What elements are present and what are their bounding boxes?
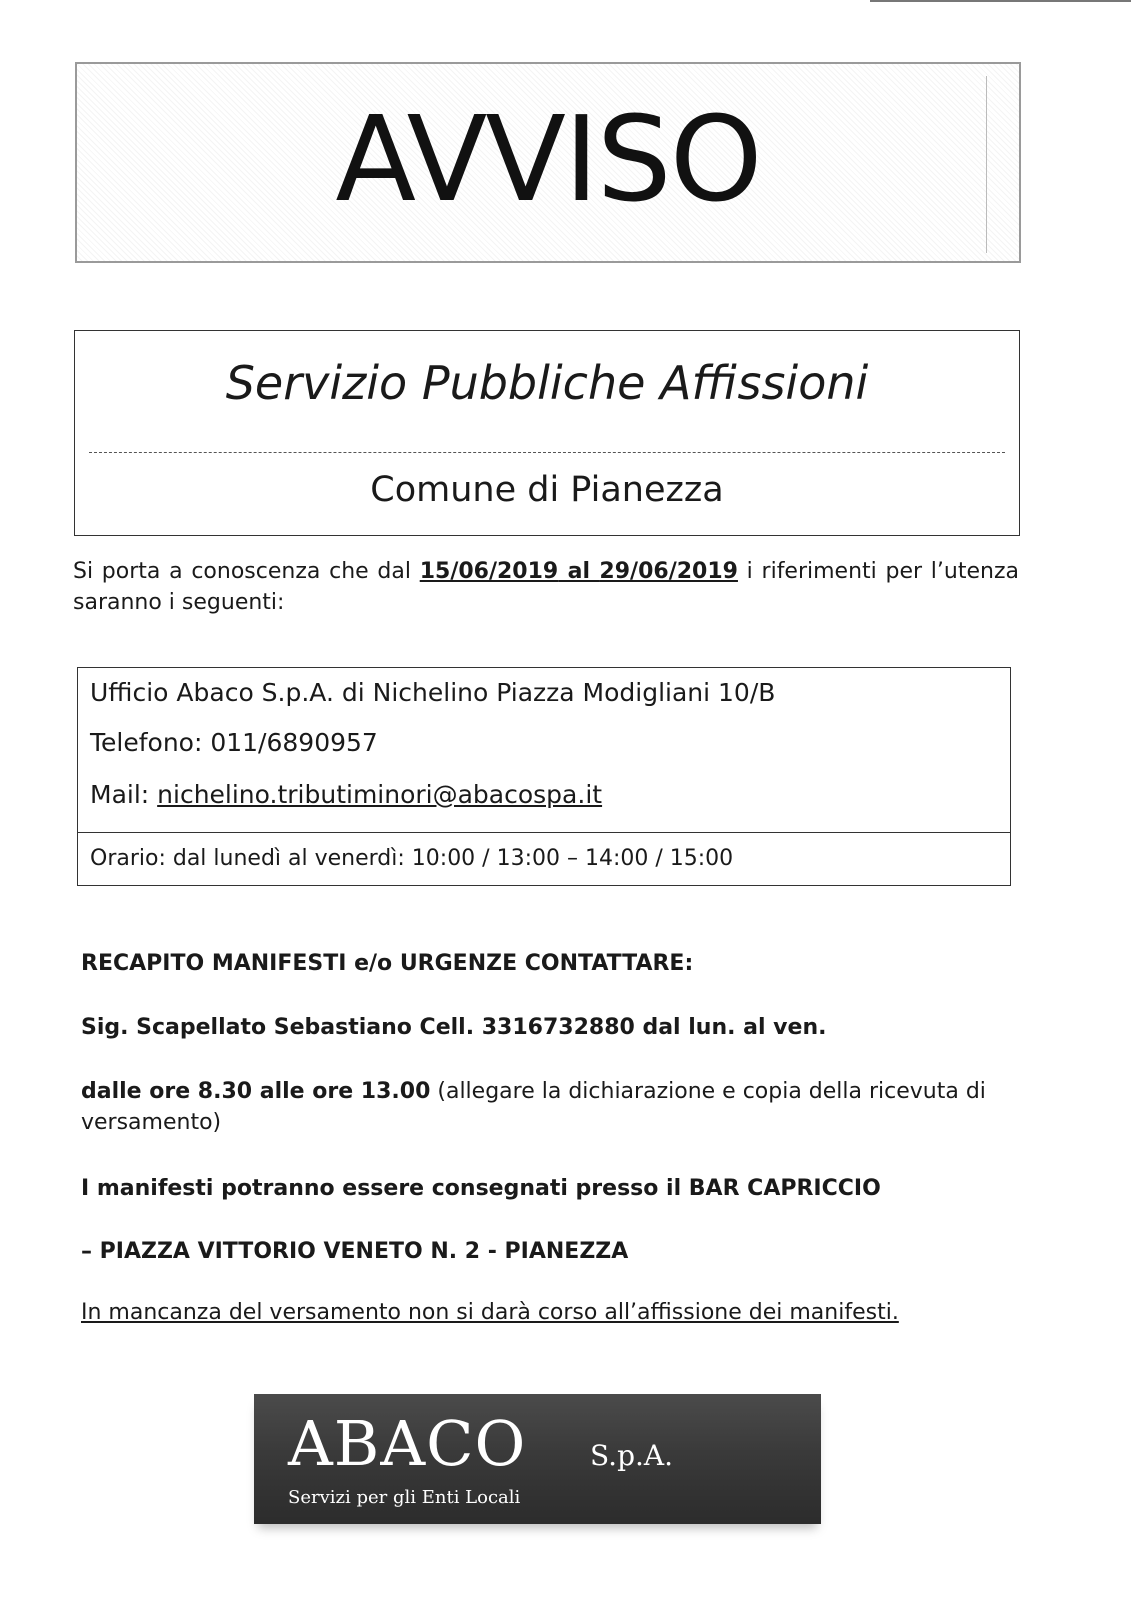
phone-label: Telefono: <box>90 728 211 757</box>
hours-paragraph <box>81 1076 1011 1138</box>
service-box <box>74 330 1020 536</box>
page-title: AVVISO <box>335 90 761 228</box>
dashed-divider <box>89 452 1005 453</box>
date-from: 15/06/2019 <box>419 559 559 584</box>
hours-bold: dalle ore 8.30 alle ore 13.00 <box>81 1079 431 1104</box>
phone-line <box>90 726 378 760</box>
office-hours: Orario: dal lunedì al venerdì: 10:00 / 13:00 – 14:00 / 15:00 <box>90 846 734 871</box>
recapito-heading: RECAPITO MANIFESTI e/o URGENZE CONTATTARE: <box>81 951 694 976</box>
service-subtitle: Comune di Pianezza <box>370 470 724 510</box>
intro-text-after: i riferimenti per l’utenza saranno i seguenti: <box>73 559 1019 615</box>
title-box <box>75 62 1021 263</box>
top-edge-rule <box>870 0 1131 2</box>
logo-name: ABACO <box>288 1407 527 1480</box>
mail-label: Mail: <box>90 780 158 809</box>
date-between: al <box>558 559 600 584</box>
date-to: 29/06/2019 <box>599 559 738 584</box>
hours-rest: (allegare la dichiarazione e copia della ricevuta di versamento) <box>81 1079 986 1135</box>
service-title: Servizio Pubbliche Affissioni <box>225 356 869 410</box>
contact-box <box>77 667 1011 886</box>
contact-divider <box>78 832 1010 833</box>
phone-number: 011/6890957 <box>210 728 378 757</box>
logo-suffix: S.p.A. <box>590 1439 674 1472</box>
delivery-address: – PIAZZA VITTORIO VENETO N. 2 - PIANEZZA <box>81 1239 629 1264</box>
payment-warning: In mancanza del versamento non si darà corso all’affissione dei manifesti. <box>81 1300 899 1325</box>
abaco-logo <box>254 1394 821 1524</box>
logo-tagline: Servizi per gli Enti Locali <box>288 1487 521 1508</box>
contact-person: Sig. Scapellato Sebastiano Cell. 3316732880 dal lun. al ven. <box>81 1015 827 1040</box>
intro-text-before: Si porta a conoscenza che dal <box>73 559 420 584</box>
office-address: Ufficio Abaco S.p.A. di Nichelino Piazza Modigliani 10/B <box>90 678 776 707</box>
mail-line <box>90 778 602 812</box>
intro-paragraph <box>73 556 1019 618</box>
delivery-notice: I manifesti potranno essere consegnati presso il BAR CAPRICCIO <box>81 1176 881 1201</box>
mail-link[interactable]: nichelino.tributiminori@abacospa.it <box>157 780 603 809</box>
